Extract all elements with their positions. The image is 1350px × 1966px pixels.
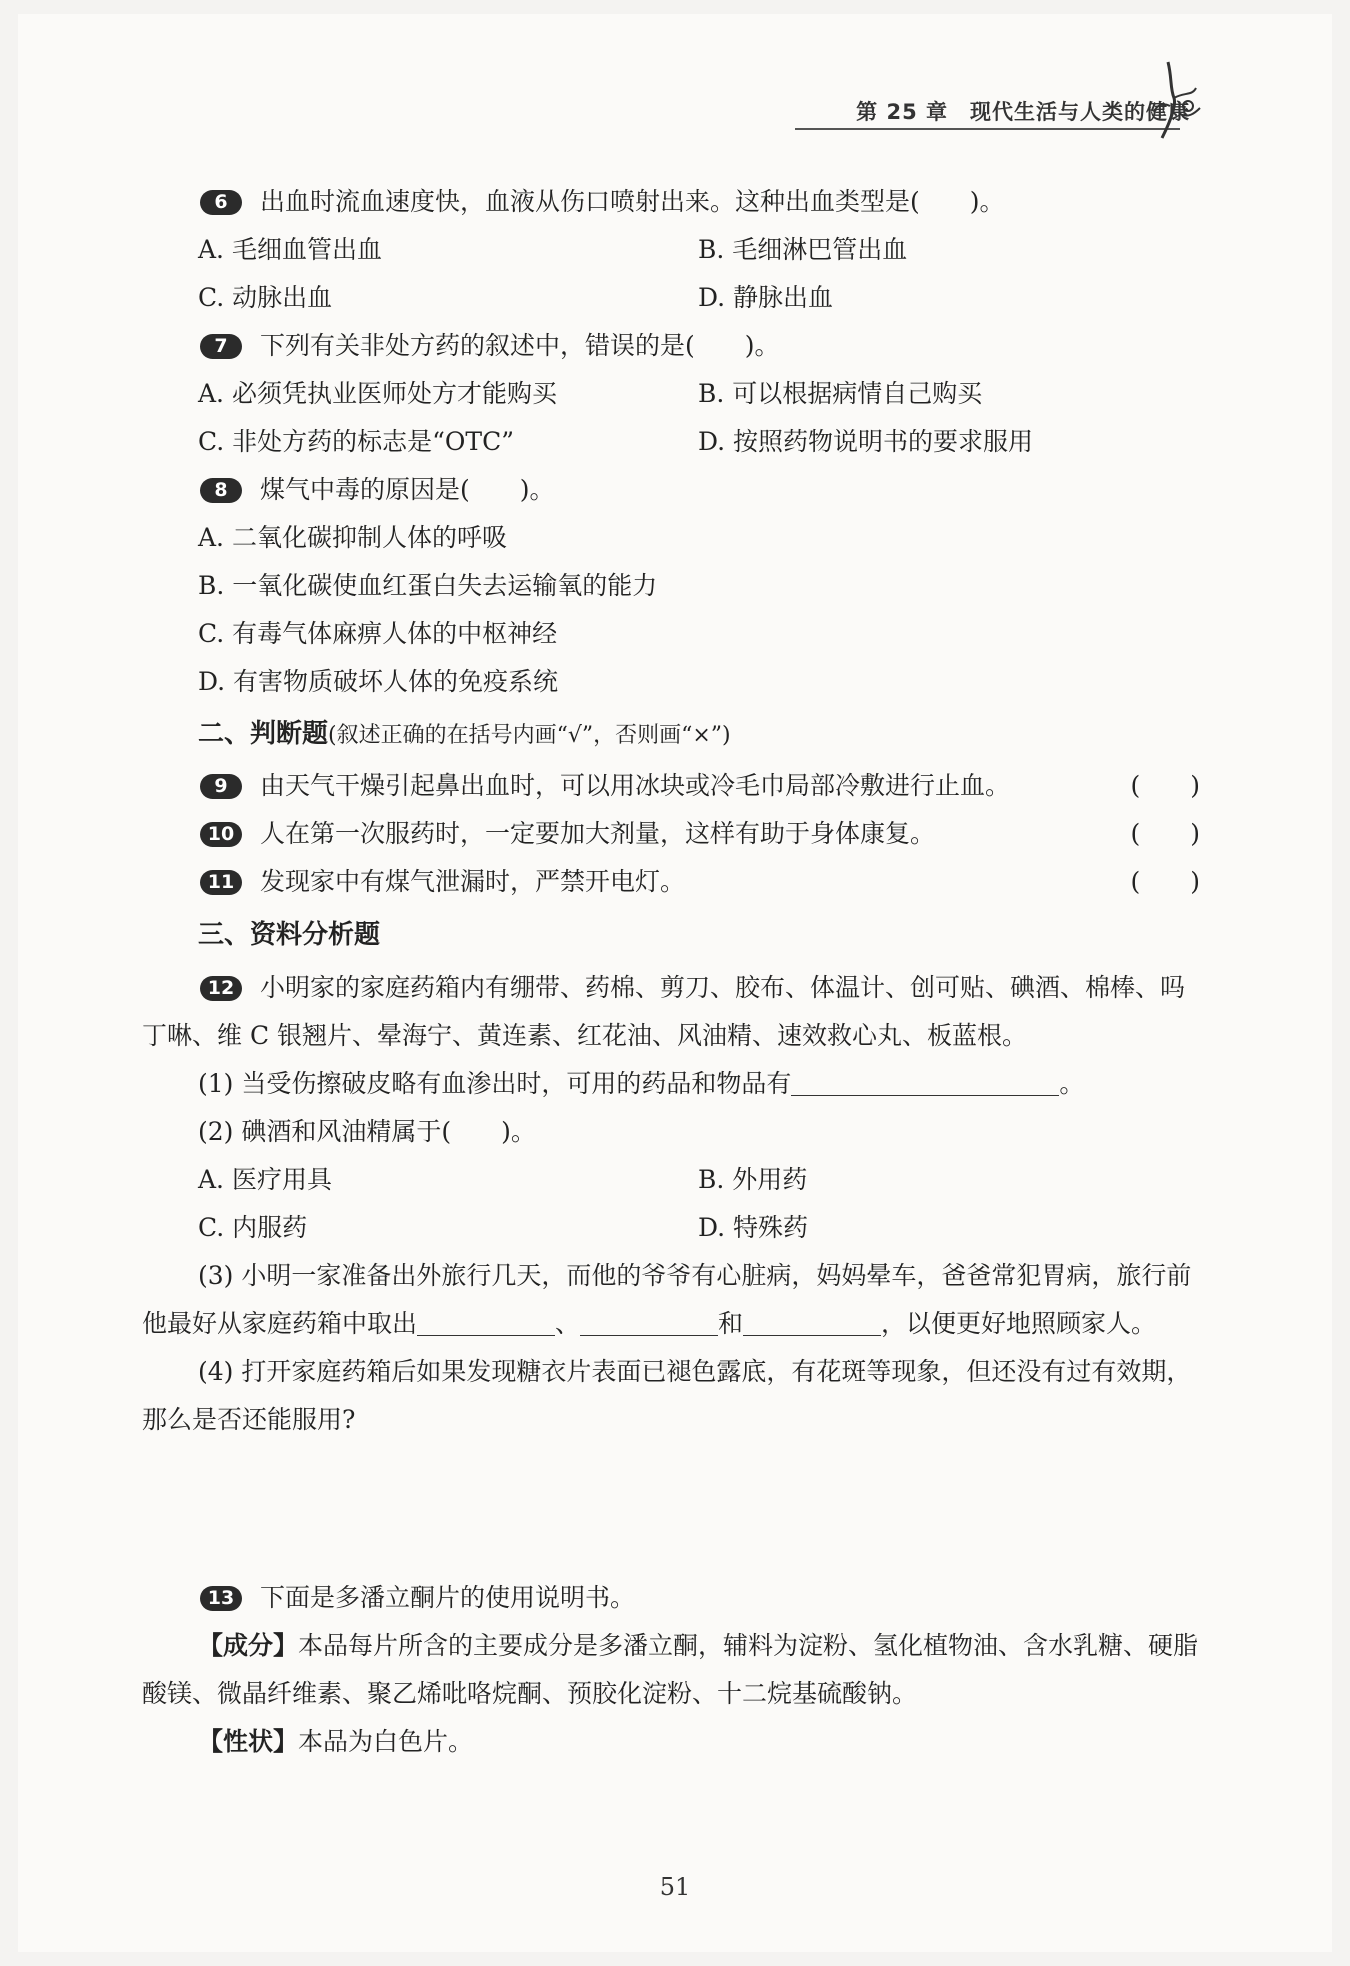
- answer-brackets[interactable]: ( ): [1130, 771, 1200, 800]
- answer-blank[interactable]: [580, 1305, 718, 1336]
- sub-question-text: (3) 小明一家准备出外旅行几天，而他的爷爷有心脏病，妈妈晕车，爸爸常犯胃病，旅行前他最好从家庭药箱中取出: [142, 1261, 1192, 1338]
- answer-blank[interactable]: [417, 1305, 555, 1336]
- option-c-row: [198, 610, 1200, 658]
- ingredients-paragraph: [142, 1622, 1200, 1718]
- separator: 和: [718, 1309, 744, 1338]
- section-heading-analysis: [142, 906, 1200, 964]
- section-title: 三、资料分析题: [198, 920, 381, 950]
- question-9: [142, 762, 1200, 810]
- sub-question-1: [142, 1060, 1200, 1108]
- option-a: A. 医疗用具: [198, 1165, 332, 1194]
- ingredients-label: 【成分】: [198, 1631, 299, 1660]
- answer-brackets[interactable]: ( ): [1130, 819, 1200, 848]
- period: 。: [1059, 1069, 1085, 1098]
- sub-question-text: (1) 当受伤擦破皮略有血渗出时，可用的药品和物品有: [198, 1069, 792, 1098]
- option-d: D. 有害物质破坏人体的免疫系统: [198, 667, 559, 696]
- option-c: C. 有毒气体麻痹人体的中枢神经: [198, 619, 558, 648]
- ingredients-text: 本品每片所含的主要成分是多潘立酮，辅料为淀粉、氢化植物油、含水乳糖、硬脂酸镁、微晶纤维素、聚乙烯吡咯烷酮、预胶化淀粉、十二烷基硫酸钠。: [142, 1631, 1199, 1708]
- question-number-badge: 6: [200, 190, 242, 215]
- sub-question-text-end: ，以便更好地照顾家人。: [881, 1309, 1157, 1338]
- option-b: B. 一氧化碳使血红蛋白失去运输氧的能力: [198, 571, 658, 600]
- option-d: D. 静脉出血: [698, 283, 834, 312]
- question-text: 小明家的家庭药箱内有绷带、药棉、剪刀、胶布、体温计、创可贴、碘酒、棉棒、吗丁啉、维 C 银翘片、晕海宁、黄连素、红花油、风油精、速效救心丸、板蓝根。: [142, 973, 1186, 1050]
- appearance-paragraph: [142, 1718, 1200, 1766]
- flower-ornament-icon: [1150, 58, 1208, 142]
- question-text: 发现家中有煤气泄漏时，严禁开电灯。: [260, 867, 686, 896]
- option-b: B. 可以根据病情自己购买: [698, 379, 983, 408]
- question-number-badge: 8: [200, 478, 242, 503]
- separator: 、: [555, 1309, 581, 1338]
- question-text: 由天气干燥引起鼻出血时，可以用冰块或冷毛巾局部冷敷进行止血。: [260, 771, 1011, 800]
- question-text: 下面是多潘立酮片的使用说明书。: [260, 1583, 636, 1612]
- option-c: C. 内服药: [198, 1213, 308, 1242]
- chapter-title: 现代生活与人类的健康: [970, 100, 1190, 124]
- question-number-badge: 12: [200, 976, 242, 1001]
- question-13: [142, 1574, 1200, 1622]
- question-11: [142, 858, 1200, 906]
- sub-question-text: (2) 碘酒和风油精属于( )。: [198, 1117, 536, 1146]
- option-b-row: [198, 562, 1200, 610]
- question-text: 下列有关非处方药的叙述中，错误的是( )。: [260, 331, 780, 360]
- option-b: B. 外用药: [698, 1165, 808, 1194]
- appearance-text: 本品为白色片。: [298, 1727, 474, 1756]
- option-a: A. 毛细血管出血: [198, 235, 382, 264]
- question-text: 出血时流血速度快，血液从伤口喷射出来。这种出血类型是( )。: [260, 187, 1005, 216]
- option-a: A. 必须凭执业医师处方才能购买: [198, 379, 557, 408]
- question-number-badge: 10: [200, 822, 242, 847]
- question-number-badge: 7: [200, 334, 242, 359]
- options-row: [198, 274, 1200, 322]
- question-text: 煤气中毒的原因是( )。: [260, 475, 555, 504]
- sub-question-text: (4) 打开家庭药箱后如果发现糖衣片表面已褪色露底，有花斑等现象，但还没有过有效期，那么是否还能服用?: [142, 1357, 1192, 1434]
- option-b: B. 毛细淋巴管出血: [698, 235, 908, 264]
- section-instructions: (叙述正确的在括号内画“√”，否则画“×”): [328, 723, 731, 748]
- chapter-number: 第 25 章: [856, 100, 948, 124]
- option-d: D. 按照药物说明书的要求服用: [698, 427, 1034, 456]
- options-row: [198, 226, 1200, 274]
- answer-space[interactable]: [142, 1444, 1200, 1574]
- header-rule: [795, 128, 1180, 130]
- chapter-header: [856, 96, 1190, 126]
- answer-brackets[interactable]: ( ): [1130, 867, 1200, 896]
- answer-blank[interactable]: [743, 1305, 881, 1336]
- option-d: D. 特殊药: [698, 1213, 809, 1242]
- option-d-row: [198, 658, 1200, 706]
- appearance-label: 【性状】: [198, 1727, 299, 1756]
- question-7: [142, 322, 1200, 370]
- sub-question-4: [142, 1348, 1200, 1444]
- question-12: [142, 964, 1200, 1060]
- answer-blank[interactable]: [791, 1065, 1059, 1096]
- worksheet-content: [142, 178, 1200, 1766]
- sub-question-2: [142, 1108, 1200, 1156]
- option-c: C. 动脉出血: [198, 283, 333, 312]
- options-row: [198, 418, 1200, 466]
- option-c: C. 非处方药的标志是“OTC”: [198, 427, 514, 456]
- question-number-badge: 13: [200, 1586, 242, 1611]
- question-number-badge: 11: [200, 870, 242, 895]
- question-number-badge: 9: [200, 774, 242, 799]
- question-8: [142, 466, 1200, 514]
- question-6: [142, 178, 1200, 226]
- option-a: A. 二氧化碳抑制人体的呼吸: [198, 523, 507, 552]
- options-row: [198, 370, 1200, 418]
- section-title: 二、判断题: [198, 719, 329, 749]
- question-text: 人在第一次服药时，一定要加大剂量，这样有助于身体康复。: [260, 819, 936, 848]
- page-number: 51: [659, 1873, 691, 1901]
- options-row: [198, 1156, 1200, 1204]
- options-row: [198, 1204, 1200, 1252]
- sub-question-3: [142, 1252, 1200, 1348]
- section-heading-judgement: [142, 706, 1200, 762]
- option-a-row: [198, 514, 1200, 562]
- question-10: [142, 810, 1200, 858]
